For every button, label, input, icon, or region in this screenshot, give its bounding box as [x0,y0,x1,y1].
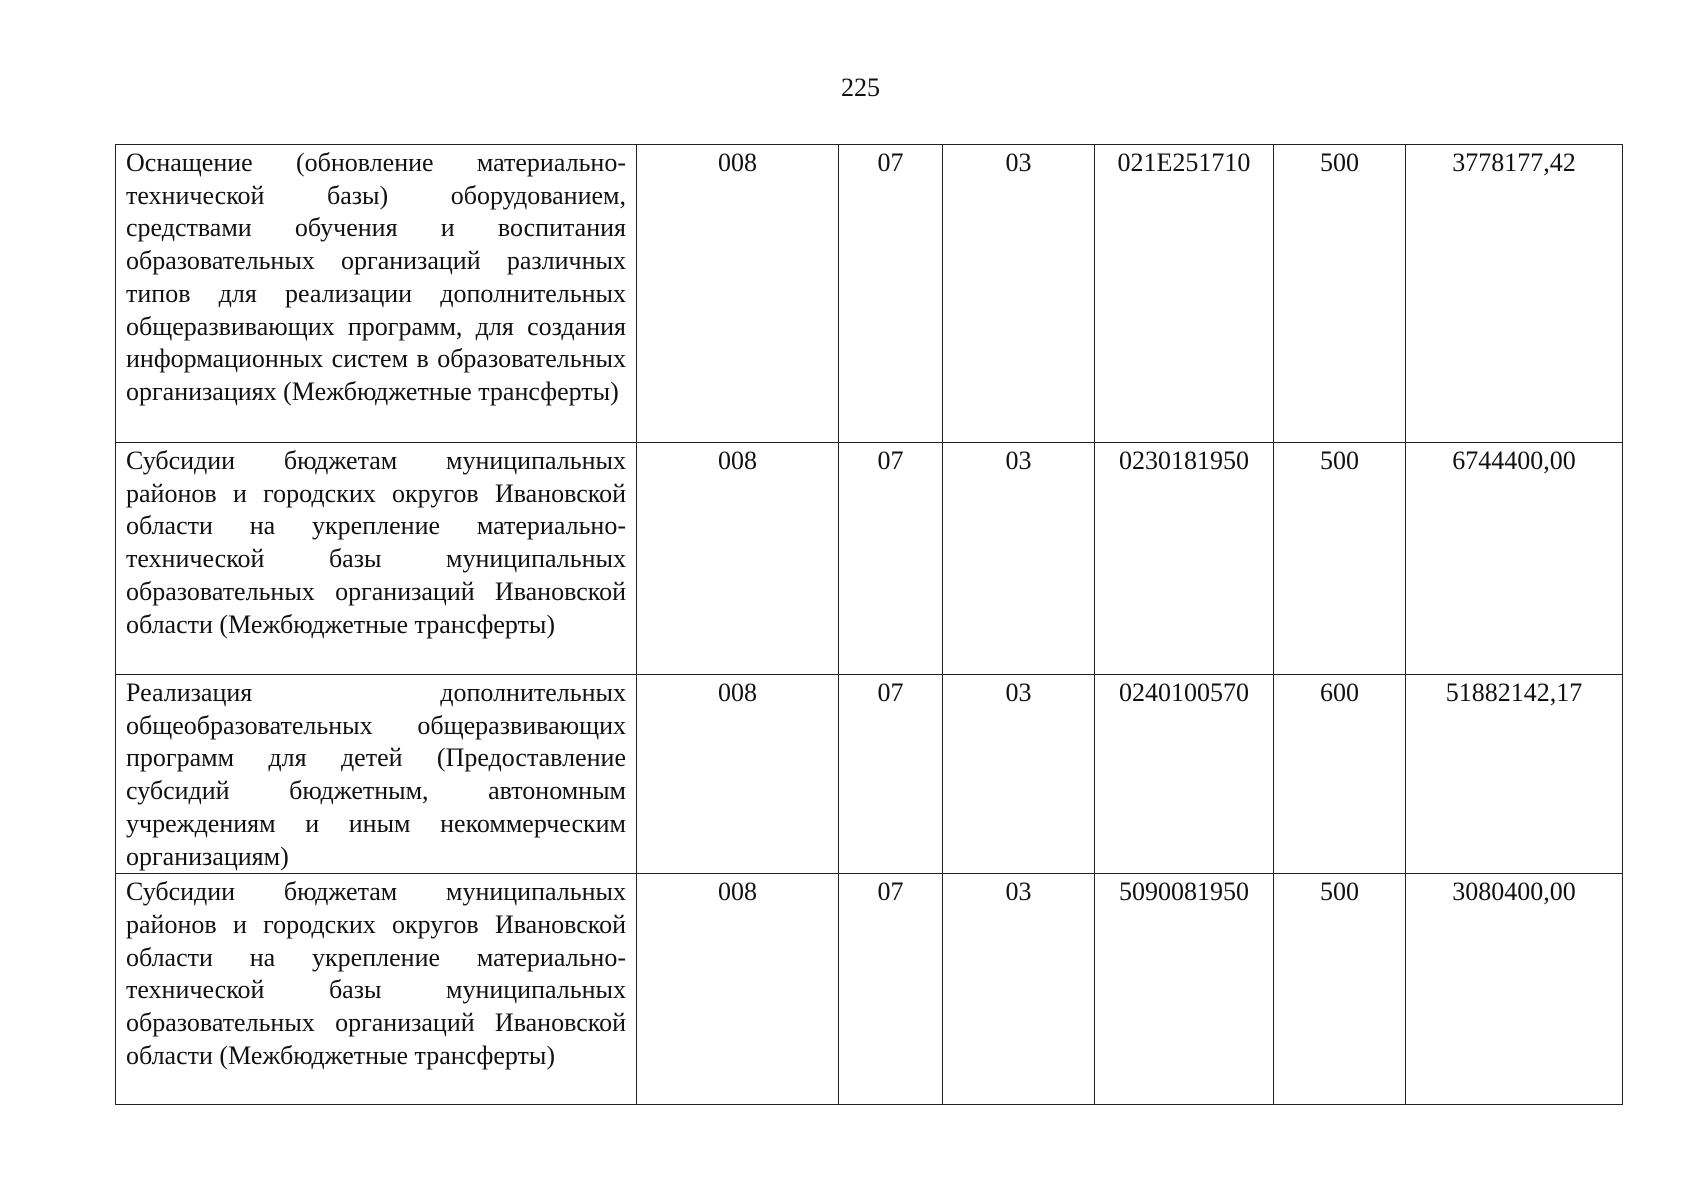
section-code: 07 [839,145,943,443]
section-code: 07 [839,874,943,1105]
target-article-code: 0240100570 [1095,675,1274,874]
subsection-code: 03 [943,675,1095,874]
row-description: Оснащение (обновление материально-технической базы) оборудованием, средствами обучения и воспитания образовательных организаций различных типов для реализации дополнительных общеразвивающих программ, для создания информационных систем в образовательных организациях (Межбюджетные трансферты) [116,145,637,443]
amount: 3080400,00 [1406,874,1623,1105]
expense-type-code: 600 [1274,675,1406,874]
table-row [116,145,1623,443]
page-number: 225 [841,73,880,102]
amount: 51882142,17 [1406,675,1623,874]
budget-table [115,144,1623,1105]
table-row [116,675,1623,874]
table-row [116,443,1623,675]
target-article-code: 021E251710 [1095,145,1274,443]
target-article-code: 5090081950 [1095,874,1274,1105]
subsection-code: 03 [943,443,1095,675]
ministry-code: 008 [637,145,839,443]
expense-type-code: 500 [1274,874,1406,1105]
section-code: 07 [839,675,943,874]
row-description: Реализация дополнительных общеобразовательных общеразвивающих программ для детей (Предоставление субсидий бюджетным, автономным учреждениям и иным некоммерческим организациям) [116,675,637,874]
row-description: Субсидии бюджетам муниципальных районов и городских округов Ивановской области на укрепление материально-технической базы муниципальных образовательных организаций Ивановской области (Межбюджетные трансферты) [116,443,637,675]
subsection-code: 03 [943,145,1095,443]
subsection-code: 03 [943,874,1095,1105]
ministry-code: 008 [637,443,839,675]
row-description: Субсидии бюджетам муниципальных районов и городских округов Ивановской области на укрепление материально-технической базы муниципальных образовательных организаций Ивановской области (Межбюджетные трансферты) [116,874,637,1105]
table-row [116,874,1623,1105]
ministry-code: 008 [637,675,839,874]
ministry-code: 008 [637,874,839,1105]
amount: 6744400,00 [1406,443,1623,675]
target-article-code: 0230181950 [1095,443,1274,675]
expense-type-code: 500 [1274,443,1406,675]
section-code: 07 [839,443,943,675]
expense-type-code: 500 [1274,145,1406,443]
amount: 3778177,42 [1406,145,1623,443]
